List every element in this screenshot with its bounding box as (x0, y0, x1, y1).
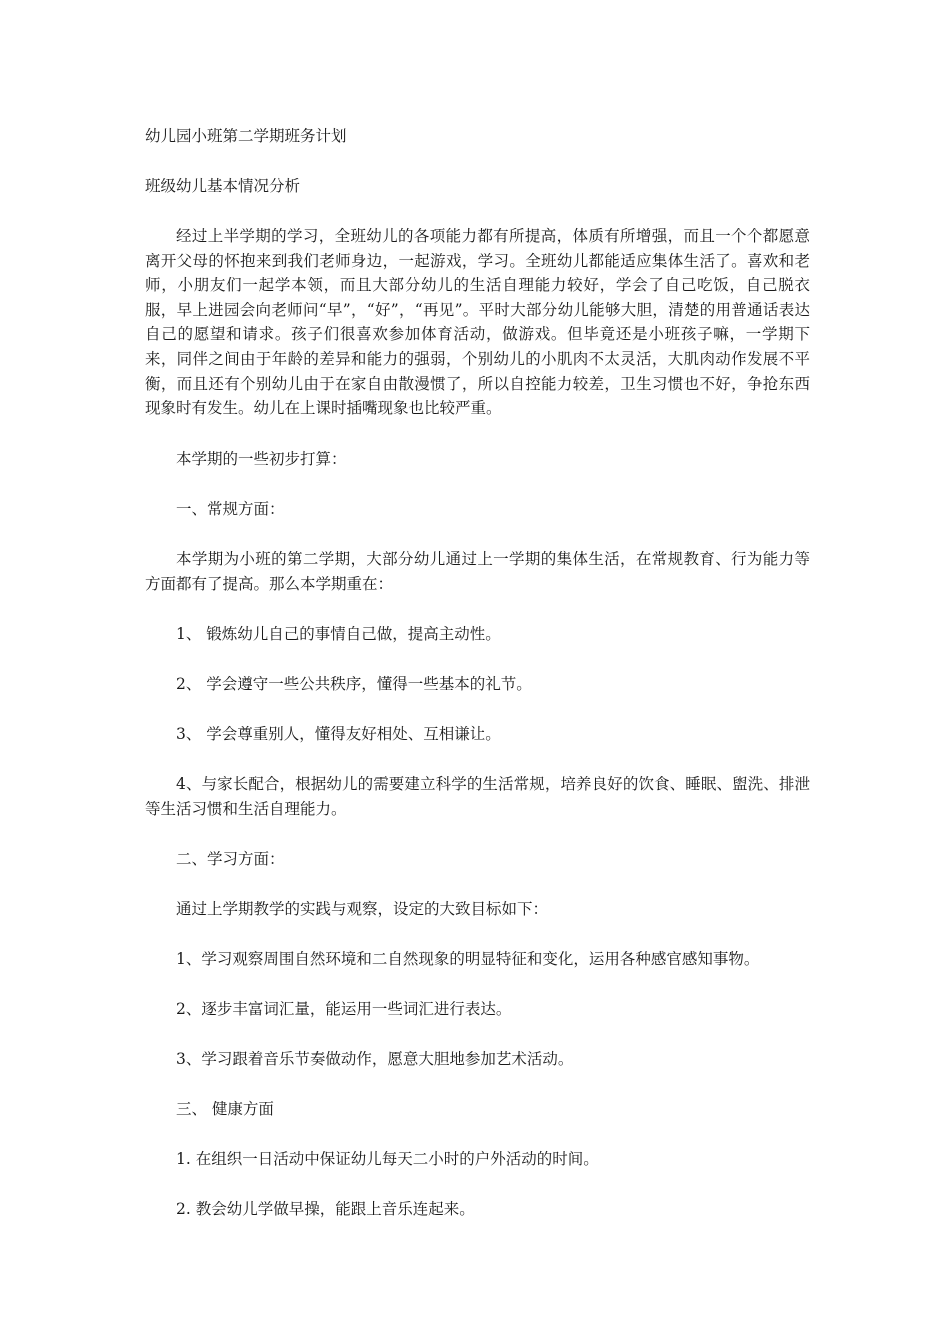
plan-intro: 本学期的一些初步打算： (176, 450, 347, 468)
analysis-heading: 班级幼儿基本情况分析 (145, 177, 301, 195)
document-title: 幼儿园小班第二学期班务计划 (145, 127, 347, 145)
routine-item: 2、 学会遵守一些公共秩序，懂得一些基本的礼节。 (176, 675, 532, 693)
study-heading: 二、学习方面： (176, 850, 285, 868)
health-heading: 三、 健康方面 (176, 1100, 274, 1118)
study-item: 2、逐步丰富词汇量，能运用一些词汇进行表达。 (176, 1000, 512, 1018)
routine-item: 3、 学会尊重别人，懂得友好相处、互相谦让。 (176, 725, 501, 743)
study-item: 1、学习观察周围自然环境和二自然现象的明显特征和变化，运用各种感官感知事物。 (176, 950, 760, 968)
study-item: 3、学习跟着音乐节奏做动作，愿意大胆地参加艺术活动。 (176, 1050, 574, 1068)
routine-paragraph: 本学期为小班的第二学期，大部分幼儿通过上一学期的集体生活，在常规教育、行为能力等方面都有了提高。那么本学期重在： (145, 550, 810, 593)
analysis-paragraph: 经过上半学期的学习，全班幼儿的各项能力都有所提高，体质有所增强，而且一个个都愿意离开父母的怀抱来到我们老师身边，一起游戏，学习。全班幼儿都能适应集体生活了。喜欢和老师，小朋友们一起学本领，而且大部分幼儿的生活自理能力较好，学会了自己吃饭，自己脱衣服，早上进园会向老师问“早”，“好”，“再见”。平时大部分幼儿能够大胆，清楚的用普通话表达自己的愿望和请求。孩子们很喜欢参加体育活动，做游戏。但毕竟还是小班孩子嘛，一学期下来，同伴之间由于年龄的差异和能力的强弱，个别幼儿的小肌肉不太灵活，大肌肉动作发展不平衡，而且还有个别幼儿由于在家自由散漫惯了，所以自控能力较差，卫生习惯也不好，争抢东西现象时有发生。幼儿在上课时插嘴现象也比较严重。 (145, 227, 810, 418)
health-item: 2. 教会幼儿学做早操，能跟上音乐连起来。 (176, 1200, 475, 1218)
study-paragraph: 通过上学期教学的实践与观察，设定的大致目标如下： (176, 900, 549, 918)
routine-item: 4、与家长配合，根据幼儿的需要建立科学的生活常规，培养良好的饮食、睡眠、盥洗、排泄等生活习惯和生活自理能力。 (145, 775, 810, 818)
routine-item: 1、 锻炼幼儿自己的事情自己做，提高主动性。 (176, 625, 501, 643)
routine-heading: 一、常规方面： (176, 500, 285, 518)
health-item: 1. 在组织一日活动中保证幼儿每天二小时的户外活动的时间。 (176, 1150, 599, 1168)
